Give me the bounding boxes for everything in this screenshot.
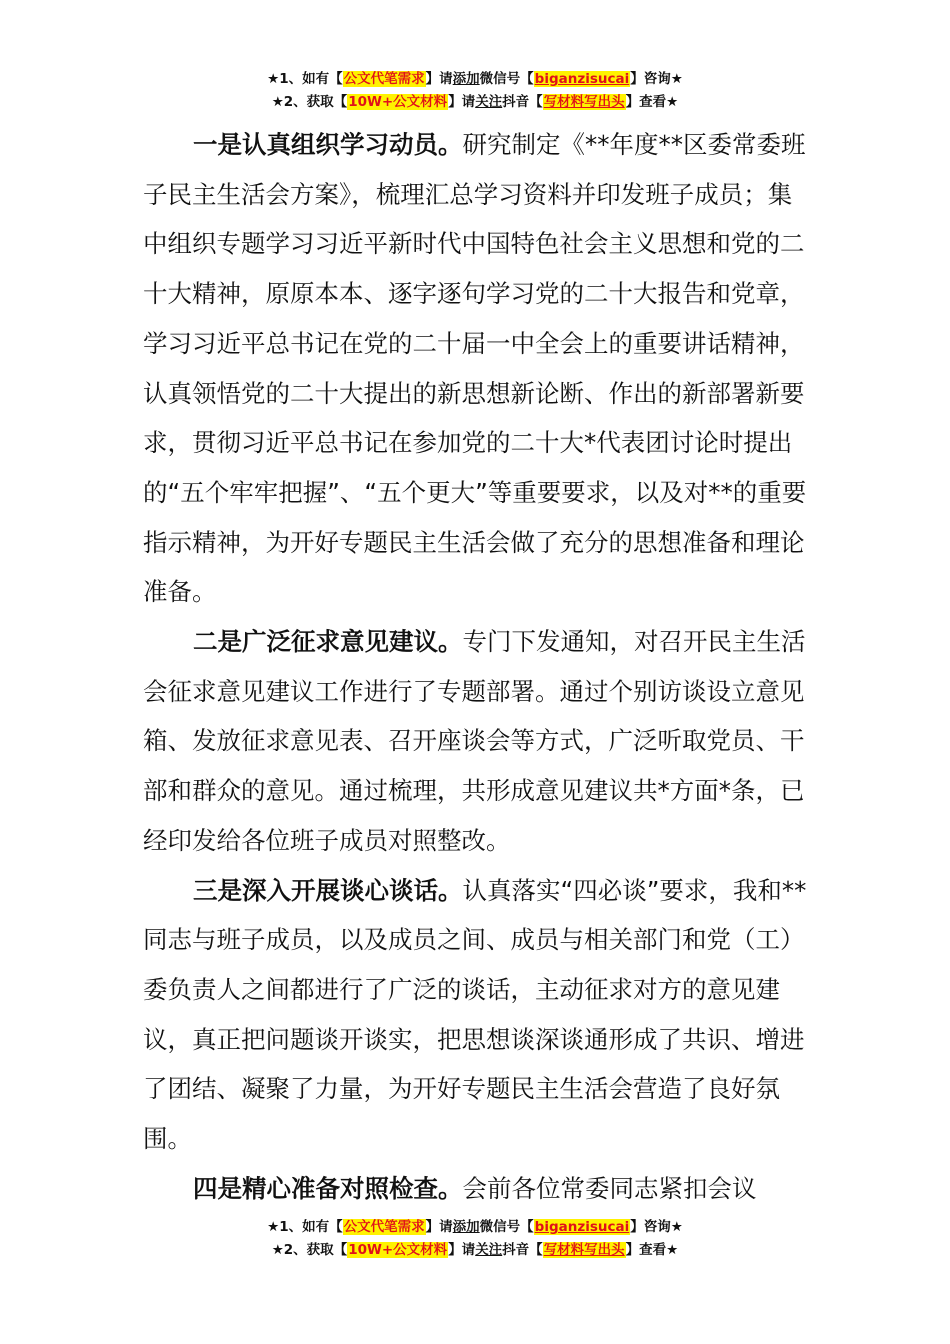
paragraph-text: 会前各位常委同志紧扣会议 bbox=[462, 1173, 757, 1203]
banner-wechat-id[interactable]: biganzisucai bbox=[534, 71, 630, 87]
banner-douyin-account[interactable]: 写材料写出头 bbox=[543, 1242, 625, 1258]
banner-highlight-materials: 10W+公文材料 bbox=[348, 94, 448, 110]
paragraph-lead: 二是广泛征求意见建议。 bbox=[193, 627, 463, 657]
paragraph-text: 研究制定《**年度**区委常委班子民主生活会方案》，梳理汇总学习资料并印发班子成员；集中组织专题学习习近平新时代中国特色社会主义思想和党的二十大精神，原原本本、逐字逐句学习党的二十大报告和党章，学习习近平总书记在党的二十届一中全会上的重要讲话精神，认真领悟党的二十大提出的新思想新论断、作出的新部署新要求，贯彻习近平总书记在参加党的二十大*代表团讨论时提出的“五个牢牢把握”、“五个更大”等重要要求，以及对**的重要指示精神，为开好专题民主生活会做了充分的思想准备和理论准备。 bbox=[143, 130, 807, 607]
paragraph-study-mobilization bbox=[143, 120, 807, 617]
banner-douyin-account[interactable]: 写材料写出头 bbox=[543, 94, 625, 110]
banner-line-1: ★1、如有【公文代笔需求】请添加微信号【biganzisucai】咨询★ bbox=[267, 71, 683, 87]
footer-banner bbox=[0, 1216, 950, 1262]
document-body bbox=[143, 120, 807, 1213]
paragraph-prepare-self-check bbox=[143, 1164, 807, 1214]
paragraph-lead: 三是深入开展谈心谈话。 bbox=[193, 875, 463, 905]
banner-line-2: ★2、获取【10W+公文材料】请关注抖音【写材料写出头】查看★ bbox=[271, 94, 679, 110]
paragraph-heart-to-heart-talks bbox=[143, 866, 807, 1164]
paragraph-text: 认真落实“四必谈”要求，我和**同志与班子成员，以及成员之间、成员与相关部门和党（工）委负责人之间都进行了广泛的谈话，主动征求对方的意见建议，真正把问题谈开谈实，把思想谈深谈通形成了共识、增进了团结、凝聚了力量，为开好专题民主生活会营造了良好氛围。 bbox=[143, 875, 807, 1154]
banner-highlight-ghostwriting: 公文代笔需求 bbox=[343, 71, 425, 87]
banner-line-1: ★1、如有【公文代笔需求】请添加微信号【biganzisucai】咨询★ bbox=[267, 1219, 683, 1235]
paragraph-solicit-opinions bbox=[143, 617, 807, 866]
paragraph-lead: 一是认真组织学习动员。 bbox=[193, 130, 463, 159]
banner-highlight-ghostwriting: 公文代笔需求 bbox=[343, 1219, 425, 1235]
paragraph-lead: 四是精心准备对照检查。 bbox=[193, 1173, 463, 1203]
paragraph-text: 专门下发通知，对召开民主生活会征求意见建议工作进行了专题部署。通过个别访谈设立意见箱、发放征求意见表、召开座谈会等方式，广泛听取党员、干部和群众的意见。通过梳理，共形成意见建议共*方面*条，已经印发给各位班子成员对照整改。 bbox=[143, 627, 806, 855]
banner-line-2: ★2、获取【10W+公文材料】请关注抖音【写材料写出头】查看★ bbox=[271, 1242, 679, 1258]
banner-wechat-id[interactable]: biganzisucai bbox=[534, 1219, 630, 1235]
banner-highlight-materials: 10W+公文材料 bbox=[348, 1242, 448, 1258]
header-banner bbox=[0, 68, 950, 114]
